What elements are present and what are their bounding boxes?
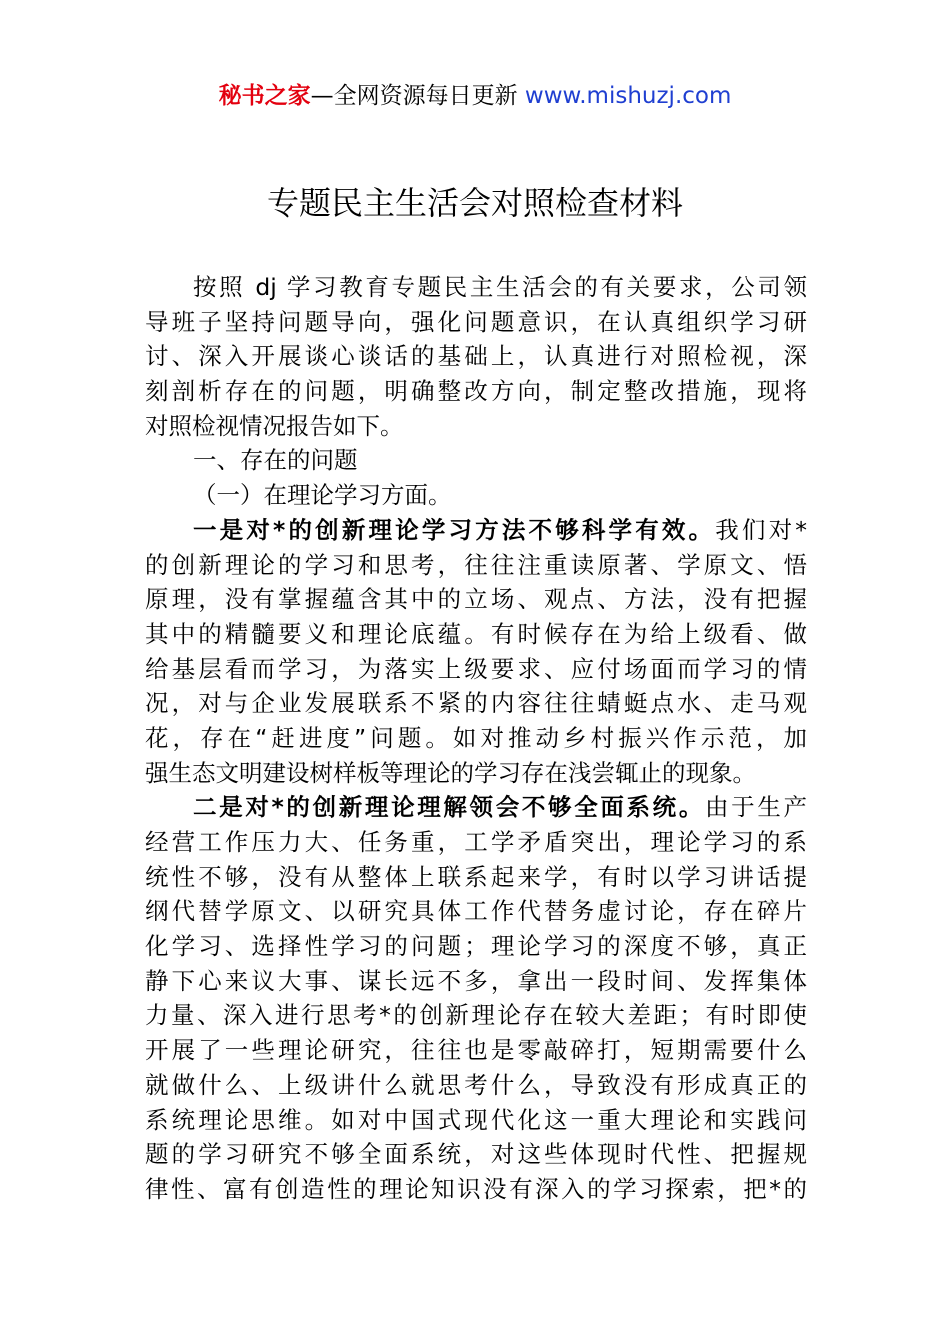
site-url-link[interactable]: www.mishuzj.com (524, 83, 732, 109)
paragraph-line: 静下心来议大事、谋长远不多，拿出一段时间、发挥集体 (145, 966, 807, 995)
paragraph-line: 给基层看而学习，为落实上级要求、应付场面而学习的情 (145, 654, 807, 683)
paragraph-line: 的创新理论的学习和思考，往往注重读原著、学原文、悟 (145, 550, 807, 579)
paragraph-line: 花，存在“赶进度”问题。如对推动乡村振兴作示范，加 (145, 723, 807, 752)
paragraph-line: 导班子坚持问题导向，强化问题意识，在认真组织学习研 (145, 307, 807, 336)
paragraph-line: 纲代替学原文、以研究具体工作代替务虚讨论，存在碎片 (145, 897, 807, 926)
paragraph-line: 力量、深入进行思考*的创新理论存在较大差距；有时即使 (145, 1001, 807, 1030)
paragraph-line: 对照检视情况报告如下。 (145, 411, 404, 440)
paragraph-line: 原理，没有掌握蕴含其中的立场、观点、方法，没有把握 (145, 585, 807, 614)
section-heading: 一、存在的问题 (193, 446, 358, 475)
site-header (0, 80, 950, 112)
paragraph-line: 经营工作压力大、任务重，工学矛盾突出，理论学习的系 (145, 828, 807, 856)
paragraph-line: 就做什么、上级讲什么就思考什么，导致没有形成真正的 (145, 1070, 807, 1099)
paragraph-line: 其中的精髓要义和理论底蕴。有时候存在为给上级看、做 (145, 619, 807, 648)
point-heading: 一是对*的创新理论学习方法不够科学有效。 (193, 515, 716, 544)
document-body (145, 270, 807, 1207)
paragraph-line: 系统理论思维。如对中国式现代化这一重大理论和实践问 (145, 1105, 807, 1134)
paragraph-line (145, 790, 807, 825)
paragraph-text: 由于生产 (705, 793, 807, 822)
paragraph-line: 统性不够，没有从整体上联系起来学，有时以学习讲话提 (145, 862, 807, 891)
paragraph-line: 强生态文明建设树样板等理论的学习存在浅尝辄止的现象。 (145, 758, 756, 787)
paragraph-line (145, 513, 807, 548)
paragraph-line: 律性、富有创造性的理论知识没有深入的学习探索，把*的 (145, 1174, 807, 1203)
subsection-heading: （一）在理论学习方面。 (193, 481, 452, 510)
paragraph-line: 讨、深入开展谈心谈话的基础上，认真进行对照检视，深 (145, 342, 807, 371)
paragraph-line: 刻剖析存在的问题，明确整改方向，制定整改措施，现将 (145, 377, 807, 406)
header-tagline: —全网资源每日更新 (310, 83, 518, 109)
point-heading: 二是对*的创新理论理解领会不够全面系统。 (193, 793, 706, 822)
paragraph-line: 况，对与企业发展联系不紧的内容往往蜻蜓点水、走马观 (145, 689, 807, 718)
paragraph-line: 化学习、选择性学习的问题；理论学习的深度不够，真正 (145, 932, 807, 961)
brand-name: 秘书之家 (218, 83, 311, 109)
document-title: 专题民主生活会对照检查材料 (266, 184, 683, 222)
paragraph-line: 按照 dj 学习教育专题民主生活会的有关要求，公司领 (193, 273, 807, 301)
paragraph-text: 我们对* (715, 515, 807, 544)
paragraph-line: 开展了一些理论研究，往往也是零敲碎打，短期需要什么 (145, 1036, 807, 1065)
paragraph-line: 题的学习研究不够全面系统，对这些体现时代性、把握规 (145, 1140, 807, 1169)
